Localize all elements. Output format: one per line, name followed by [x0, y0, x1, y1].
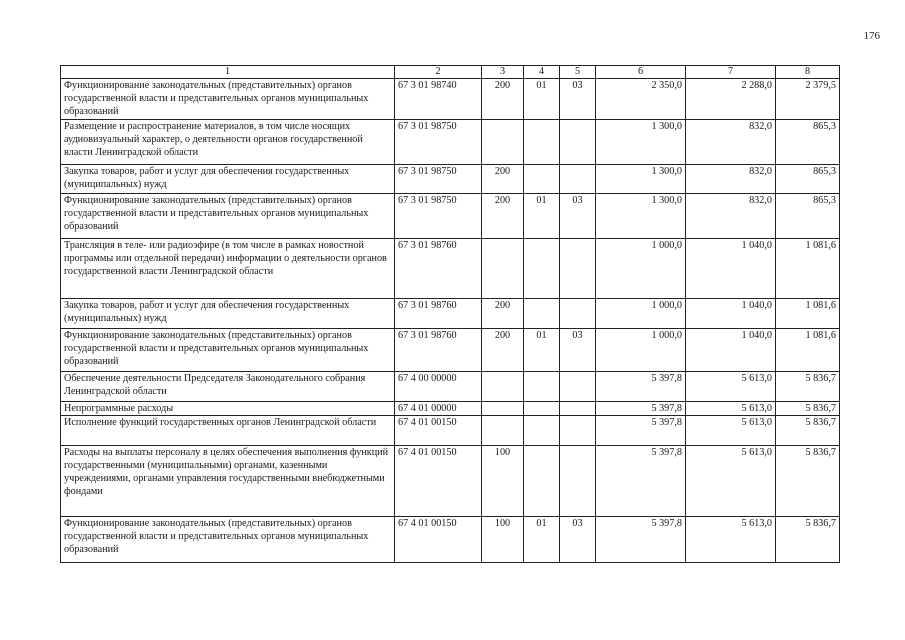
row-expense-type: 100	[482, 446, 524, 517]
budget-table	[60, 65, 840, 563]
row-expense-type: 200	[482, 165, 524, 194]
table-row	[61, 79, 840, 120]
row-section: 01	[524, 517, 560, 563]
row-subsection: 03	[560, 194, 596, 239]
row-section: 01	[524, 79, 560, 120]
row-subsection	[560, 165, 596, 194]
row-amount-year3: 5 836,7	[776, 416, 840, 446]
table-row	[61, 329, 840, 372]
row-amount-year2: 1 040,0	[686, 299, 776, 329]
row-amount-year2: 832,0	[686, 120, 776, 165]
column-header: 2	[395, 66, 482, 79]
row-amount-year3: 1 081,6	[776, 239, 840, 299]
row-section: 01	[524, 329, 560, 372]
row-amount-year1: 1 300,0	[596, 165, 686, 194]
row-expense-type: 200	[482, 329, 524, 372]
row-section	[524, 120, 560, 165]
row-amount-year1: 1 000,0	[596, 329, 686, 372]
row-expense-type	[482, 416, 524, 446]
row-name: Функционирование законодательных (представительных) органов государственной власти и представительных органов муниципальных образований	[61, 194, 395, 239]
row-name: Функционирование законодательных (представительных) органов государственной власти и представительных органов муниципальных образований	[61, 79, 395, 120]
row-code: 67 3 01 98760	[395, 329, 482, 372]
row-expense-type	[482, 372, 524, 402]
column-header: 1	[61, 66, 395, 79]
row-amount-year2: 5 613,0	[686, 372, 776, 402]
row-subsection	[560, 446, 596, 517]
row-section	[524, 165, 560, 194]
row-code: 67 4 01 00000	[395, 402, 482, 416]
row-subsection: 03	[560, 79, 596, 120]
row-amount-year3: 1 081,6	[776, 329, 840, 372]
row-code: 67 3 01 98750	[395, 120, 482, 165]
row-amount-year1: 5 397,8	[596, 402, 686, 416]
row-subsection	[560, 299, 596, 329]
table-row	[61, 416, 840, 446]
row-section	[524, 372, 560, 402]
row-name: Расходы на выплаты персоналу в целях обеспечения выполнения функций государственными (муниципальными) органами, казенными учреждениями, органами управления государственными внебюджетными фондами	[61, 446, 395, 517]
column-header: 5	[560, 66, 596, 79]
row-subsection	[560, 239, 596, 299]
row-amount-year2: 5 613,0	[686, 517, 776, 563]
row-expense-type: 200	[482, 194, 524, 239]
table-row	[61, 239, 840, 299]
row-amount-year3: 5 836,7	[776, 372, 840, 402]
row-amount-year1: 1 000,0	[596, 299, 686, 329]
row-amount-year1: 1 000,0	[596, 239, 686, 299]
column-header: 3	[482, 66, 524, 79]
column-header: 7	[686, 66, 776, 79]
row-name: Закупка товаров, работ и услуг для обеспечения государственных (муниципальных) нужд	[61, 165, 395, 194]
table-row	[61, 299, 840, 329]
column-header: 6	[596, 66, 686, 79]
row-expense-type: 100	[482, 517, 524, 563]
column-header: 4	[524, 66, 560, 79]
row-amount-year3: 865,3	[776, 165, 840, 194]
row-amount-year2: 2 288,0	[686, 79, 776, 120]
row-name: Функционирование законодательных (представительных) органов государственной власти и представительных органов муниципальных образований	[61, 517, 395, 563]
table-row	[61, 517, 840, 563]
row-code: 67 3 01 98750	[395, 165, 482, 194]
column-header: 8	[776, 66, 840, 79]
row-amount-year3: 5 836,7	[776, 446, 840, 517]
row-code: 67 3 01 98760	[395, 299, 482, 329]
row-code: 67 3 01 98740	[395, 79, 482, 120]
row-amount-year1: 5 397,8	[596, 372, 686, 402]
row-amount-year1: 1 300,0	[596, 194, 686, 239]
row-section	[524, 446, 560, 517]
row-expense-type	[482, 402, 524, 416]
row-amount-year1: 5 397,8	[596, 446, 686, 517]
row-expense-type	[482, 120, 524, 165]
row-amount-year2: 832,0	[686, 165, 776, 194]
row-amount-year3: 5 836,7	[776, 402, 840, 416]
row-amount-year3: 1 081,6	[776, 299, 840, 329]
row-amount-year3: 865,3	[776, 194, 840, 239]
table-row	[61, 165, 840, 194]
row-code: 67 3 01 98760	[395, 239, 482, 299]
row-amount-year1: 5 397,8	[596, 517, 686, 563]
row-code: 67 4 01 00150	[395, 416, 482, 446]
row-expense-type: 200	[482, 299, 524, 329]
row-section: 01	[524, 194, 560, 239]
row-subsection	[560, 372, 596, 402]
row-amount-year3: 2 379,5	[776, 79, 840, 120]
table-row	[61, 120, 840, 165]
row-section	[524, 402, 560, 416]
row-code: 67 3 01 98750	[395, 194, 482, 239]
row-code: 67 4 01 00150	[395, 517, 482, 563]
row-amount-year2: 5 613,0	[686, 416, 776, 446]
table-row	[61, 372, 840, 402]
row-subsection: 03	[560, 517, 596, 563]
table-row	[61, 446, 840, 517]
row-name: Трансляция в теле- или радиоэфире (в том числе в рамках новостной программы или отдельной передачи) информации о деятельности органов государственной власти Ленинградской области	[61, 239, 395, 299]
row-expense-type	[482, 239, 524, 299]
row-section	[524, 299, 560, 329]
row-subsection: 03	[560, 329, 596, 372]
row-section	[524, 416, 560, 446]
row-section	[524, 239, 560, 299]
page-number: 176	[863, 30, 880, 42]
row-name: Непрограммные расходы	[61, 402, 395, 416]
row-subsection	[560, 402, 596, 416]
row-amount-year3: 5 836,7	[776, 517, 840, 563]
row-name: Закупка товаров, работ и услуг для обеспечения государственных (муниципальных) нужд	[61, 299, 395, 329]
table-row	[61, 194, 840, 239]
row-name: Размещение и распространение материалов, в том числе носящих аудиовизуальный характер, о деятельности органов государственной власти Ленинградской области	[61, 120, 395, 165]
row-amount-year3: 865,3	[776, 120, 840, 165]
row-expense-type: 200	[482, 79, 524, 120]
header-row	[61, 66, 840, 79]
row-subsection	[560, 416, 596, 446]
row-amount-year2: 832,0	[686, 194, 776, 239]
row-subsection	[560, 120, 596, 165]
row-amount-year1: 1 300,0	[596, 120, 686, 165]
row-code: 67 4 00 00000	[395, 372, 482, 402]
row-amount-year2: 5 613,0	[686, 402, 776, 416]
row-name: Обеспечение деятельности Председателя Законодательного собрания Ленинградской области	[61, 372, 395, 402]
row-code: 67 4 01 00150	[395, 446, 482, 517]
row-amount-year2: 1 040,0	[686, 239, 776, 299]
row-amount-year1: 2 350,0	[596, 79, 686, 120]
row-amount-year1: 5 397,8	[596, 416, 686, 446]
row-name: Исполнение функций государственных органов Ленинградской области	[61, 416, 395, 446]
table-row	[61, 402, 840, 416]
row-amount-year2: 5 613,0	[686, 446, 776, 517]
row-name: Функционирование законодательных (представительных) органов государственной власти и представительных органов муниципальных образований	[61, 329, 395, 372]
row-amount-year2: 1 040,0	[686, 329, 776, 372]
